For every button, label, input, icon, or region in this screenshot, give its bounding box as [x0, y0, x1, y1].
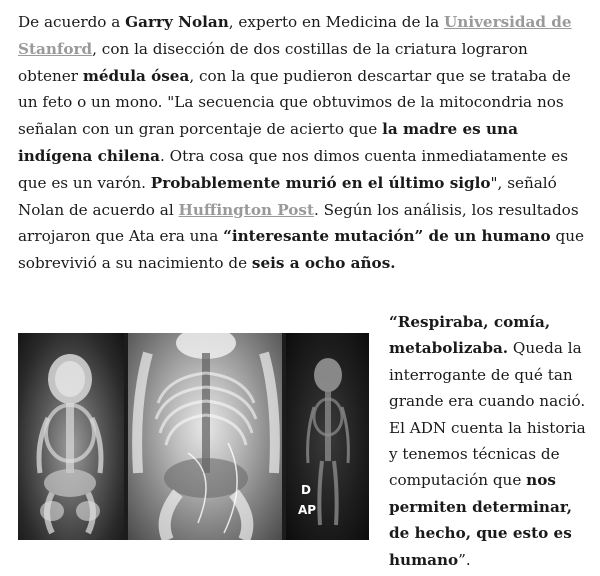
text-segment: , con la disección de dos costillas de la criatura lograron obtener — [18, 39, 528, 85]
text-segment: . Otra cosa que nos dimos cuenta inmediatamente es que es un varón. — [18, 146, 569, 192]
text-segment: Queda la interrogante de qué tan grande era cuando nació. El ADN cuenta la historia y tenemos técnicas de computación que — [389, 339, 586, 490]
xray-panel-center — [128, 333, 282, 540]
text-segment: De acuerdo a — [18, 13, 126, 31]
skeleton-center-icon — [128, 333, 282, 540]
stanford-link[interactable]: Universidad de Stanford — [18, 13, 572, 58]
text-segment: ", señaló Nolan de acuerdo al — [18, 173, 557, 219]
bold-years: seis a ocho años. — [251, 254, 396, 273]
bold-quote-human: nos permiten determinar, de hecho, que esto es humano — [389, 471, 572, 569]
bold-bone-marrow: médula ósea — [82, 66, 190, 85]
text-segment: , con la que pudieron descartar que se trataba de un feto o un mono. "La secuencia que obtuvimos de la mitocondria nos señalan con un gran porcentaje de acierto que — [18, 66, 571, 139]
bold-mother: la madre es una indígena chilena — [18, 120, 518, 165]
bold-century: Probablemente murió en el último siglo — [150, 173, 491, 192]
bold-quote-start: “Respiraba, comía, metabolizaba. — [389, 313, 551, 358]
xray-label-ap: AP — [298, 503, 317, 517]
text-segment: ”. — [458, 550, 471, 569]
bold-name: Garry Nolan — [125, 13, 229, 31]
huffington-link[interactable]: Huffington Post — [178, 200, 314, 219]
text-segment: . Según los análisis, los resultados arrojaron que Ata era una — [18, 200, 579, 246]
xray-panel-left — [18, 333, 124, 540]
text-segment: , experto en Medicina de la — [228, 13, 445, 31]
quote-paragraph — [389, 309, 589, 573]
xray-figure — [18, 333, 369, 540]
text-segment: que sobrevivió a su nacimiento de — [18, 227, 584, 273]
article-paragraph-1 — [18, 9, 586, 277]
skeleton-left-icon — [18, 333, 124, 540]
bold-mutation: “interesante mutación” de un humano — [223, 227, 551, 246]
xray-label-d: D — [301, 483, 311, 497]
